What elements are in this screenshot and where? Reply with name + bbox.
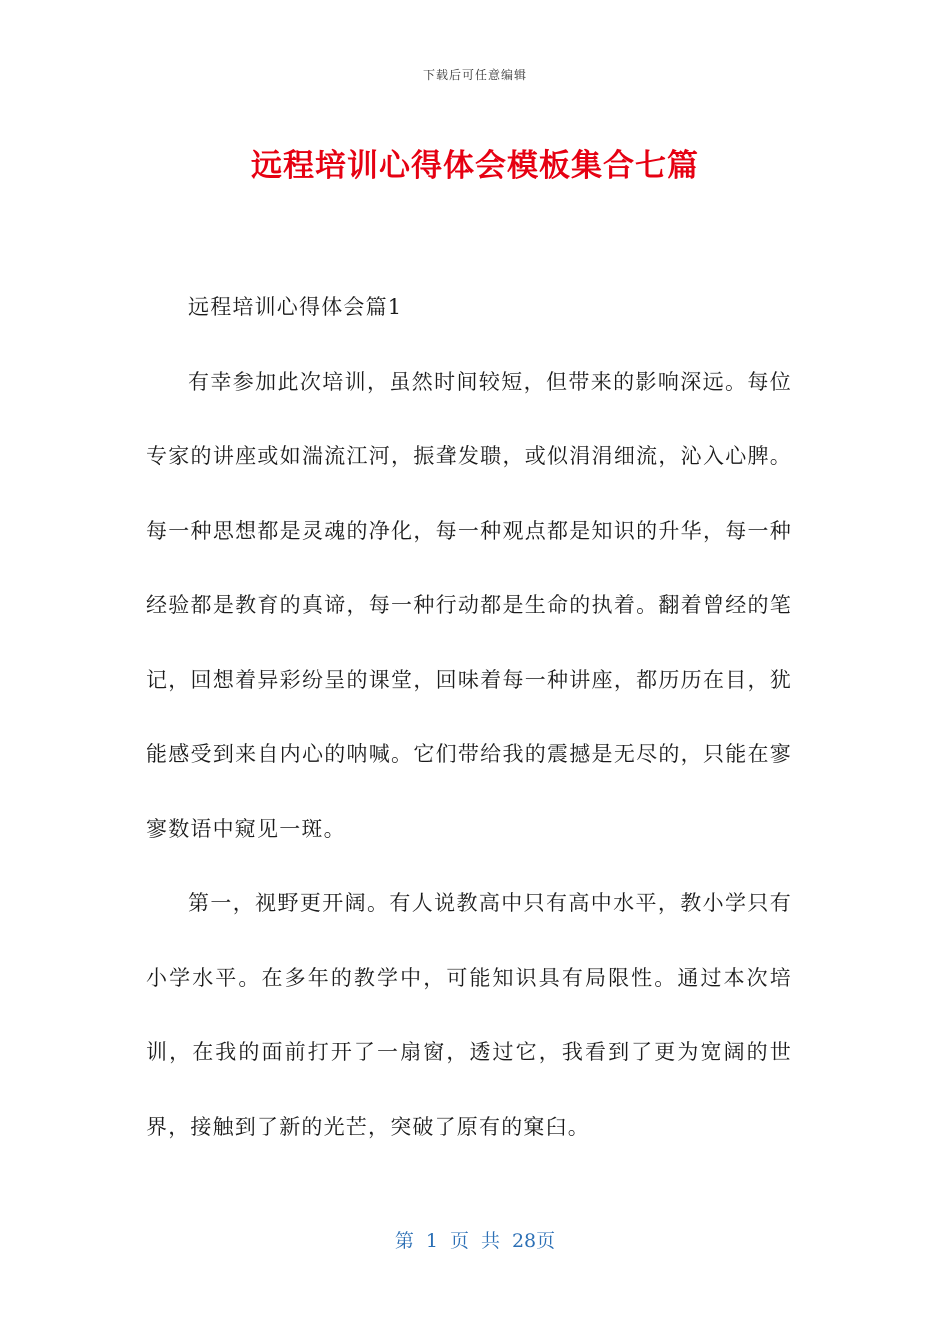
footer-label-page: 页 <box>449 1230 469 1252</box>
paragraph: 有幸参加此次培训，虽然时间较短，但带来的影响深远。每位专家的讲座或如湍流江河，振聋发聩，或似涓涓细流，沁入心脾。每一种思想都是灵魂的净化，每一种观点都是知识的升华，每一种经验都是教育的真谛，每一种行动都是生命的执着。翻着曾经的笔记，回想着异彩纷呈的课堂，回味着每一种讲座，都历历在目，犹能感受到来自内心的呐喊。它们带给我的震撼是无尽的，只能在寥寥数语中窥见一斑。 <box>146 369 792 841</box>
document-title: 远程培训心得体会模板集合七篇 <box>251 148 699 184</box>
page-footer <box>0 1226 950 1253</box>
paragraph: 第一，视野更开阔。有人说教高中只有高中水平，教小学只有小学水平。在多年的教学中，可能知识具有局限性。通过本次培训，在我的面前打开了一扇窗，透过它，我看到了更为宽阔的世界，接触到了新的光芒，突破了原有的窠臼。 <box>146 891 792 1139</box>
section-heading: 远程培训心得体会篇1 <box>188 295 403 319</box>
footer-current-page: 1 <box>425 1230 438 1252</box>
footer-label-total: 共 <box>480 1230 500 1252</box>
footer-label-prefix: 第 <box>394 1230 414 1252</box>
footer-total-pages: 28页 <box>511 1230 556 1252</box>
document-body <box>146 270 792 1164</box>
header-note: 下载后可任意编辑 <box>422 68 527 82</box>
